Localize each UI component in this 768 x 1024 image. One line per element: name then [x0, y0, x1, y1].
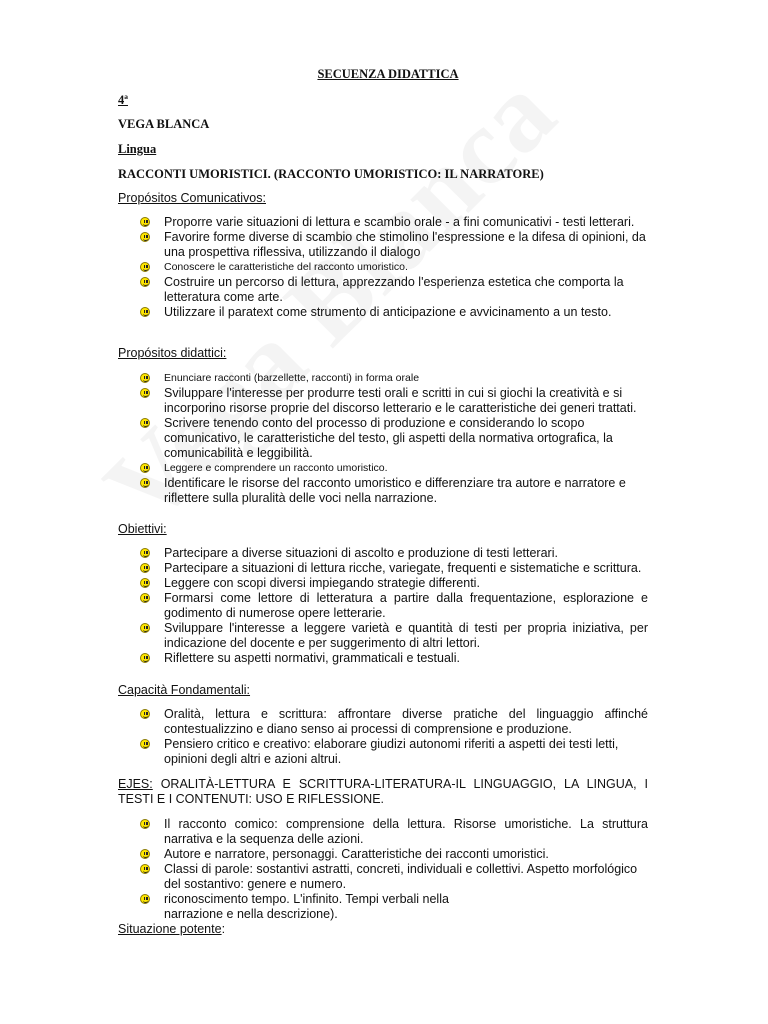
list-item: Leggere e comprendere un racconto umoristico.	[140, 461, 648, 476]
list-item: Costruire un percorso di lettura, apprezzando l'esperienza estetica che comporta la letteratura come arte.	[140, 275, 648, 305]
smiley-bullet-icon	[140, 548, 150, 558]
list-capacities	[140, 707, 648, 767]
smiley-bullet-icon	[140, 418, 150, 428]
list-item: Sviluppare l'interesse a leggere varietà e quantità di testi per propria iniziativa, per indicazione del docente e per suggerimento di altri lettori.	[140, 621, 648, 651]
teacher-name: VEGA BLANCA	[118, 117, 210, 131]
list-item: Identificare le risorse del racconto umoristico e differenziare tra autore e narratore e riflettere sulla pluralità delle voci nella narrazione.	[140, 476, 648, 506]
smiley-bullet-icon	[140, 593, 150, 603]
section-heading-capacities: Capacità Fondamentali:	[118, 683, 251, 697]
list-item: Conoscere le caratteristiche del racconto umoristico.	[140, 260, 648, 275]
smiley-bullet-icon	[140, 277, 150, 287]
list-item: riconoscimento tempo. L'infinito. Tempi verbali nella narrazione e nella descrizione).	[140, 892, 464, 922]
smiley-bullet-icon	[140, 262, 150, 272]
smiley-bullet-icon	[140, 307, 150, 317]
smiley-bullet-icon	[140, 864, 150, 874]
smiley-bullet-icon	[140, 388, 150, 398]
list-item: Partecipare a situazioni di lettura ricche, variegate, frequenti e sistematiche e scrittura.	[140, 561, 648, 576]
list-item: Favorire forme diverse di scambio che stimolino l'espressione e la difesa di opinioni, da una prospettiva riflessiva, utilizzando il dialogo	[140, 230, 648, 260]
topic-heading: RACCONTI UMORISTICI. (RACCONTO UMORISTICO: IL NARRATORE)	[118, 167, 544, 181]
list-objectives	[140, 546, 648, 666]
situation-heading: Situazione potente:	[118, 922, 226, 936]
grade-label: 4ª	[118, 93, 128, 107]
section-heading-didactic: Propósitos didattici:	[118, 346, 227, 360]
smiley-bullet-icon	[140, 232, 150, 242]
ejes-label: EJES:	[118, 777, 153, 791]
smiley-bullet-icon	[140, 709, 150, 719]
ejes-text: ORALITÀ-LETTURA E SCRITTURA-LITERATURA-IL LINGUAGGIO, LA LINGUA, I TESTI E I CONTENUTI: USO E RIFLESSIONE.	[118, 777, 649, 806]
smiley-bullet-icon	[140, 578, 150, 588]
smiley-bullet-icon	[140, 373, 150, 383]
ejes-paragraph	[118, 777, 648, 807]
smiley-bullet-icon	[140, 849, 150, 859]
list-item: Proporre varie situazioni di lettura e scambio orale - a fini comunicativi - testi letterari.	[140, 215, 648, 230]
list-item: Pensiero critico e creativo: elaborare giudizi autonomi riferiti a aspetti dei testi letti, opinioni degli altri e azioni altrui.	[140, 737, 648, 767]
list-item: Classi di parole: sostantivi astratti, concreti, individuali e collettivi. Aspetto morfológico del sostantivo: genere e numero.	[140, 862, 648, 892]
subject-label: Lingua	[118, 142, 157, 156]
smiley-bullet-icon	[140, 217, 150, 227]
list-communicative	[140, 215, 648, 320]
list-item: Autore e narratore, personaggi. Caratteristiche dei racconti umoristici.	[140, 847, 648, 862]
smiley-bullet-icon	[140, 563, 150, 573]
section-heading-communicative: Propósitos Comunicativos:	[118, 191, 266, 205]
document-title: SECUENZA DIDATTICA	[317, 67, 459, 81]
list-item: Oralità, lettura e scrittura: affrontare diverse pratiche del linguaggio affinché contestualizzino e diano senso ai processi di comprensione e produzione.	[140, 707, 648, 737]
list-item: Leggere con scopi diversi impiegando strategie differenti.	[140, 576, 648, 591]
list-item: Enunciare racconti (barzellette, racconti) in forma orale	[140, 371, 648, 386]
smiley-bullet-icon	[140, 819, 150, 829]
list-ejes	[140, 817, 648, 922]
list-item: Formarsi come lettore di letteratura a partire dalla frequentazione, esplorazione e godimento di numerose opere letterarie.	[140, 591, 648, 621]
smiley-bullet-icon	[140, 623, 150, 633]
smiley-bullet-icon	[140, 478, 150, 488]
smiley-bullet-icon	[140, 463, 150, 473]
list-item: Sviluppare l'interesse per produrre testi orali e scritti in cui si giochi la creatività e si incorporino risorse proprie del discorso letterario e le caratteristiche dei generi trattati.	[140, 386, 648, 416]
list-item: Scrivere tenendo conto del processo di produzione e considerando lo scopo comunicativo, le caratteristiche del testo, gli aspetti della normativa ortografica, la comunicabilità e leggibilità.	[140, 416, 648, 461]
list-item: Partecipare a diverse situazioni di ascolto e produzione di testi letterari.	[140, 546, 648, 561]
list-didactic	[140, 371, 648, 506]
list-item: Il racconto comico: comprensione della lettura. Risorse umoristiche. La struttura narrativa e la sequenza delle azioni.	[140, 817, 648, 847]
section-heading-objectives: Obiettivi:	[118, 522, 167, 536]
smiley-bullet-icon	[140, 653, 150, 663]
smiley-bullet-icon	[140, 894, 150, 904]
list-item: Utilizzare il paratext come strumento di anticipazione e avvicinamento a un testo.	[140, 305, 648, 320]
list-item: Riflettere su aspetti normativi, grammaticali e testuali.	[140, 651, 648, 666]
smiley-bullet-icon	[140, 739, 150, 749]
